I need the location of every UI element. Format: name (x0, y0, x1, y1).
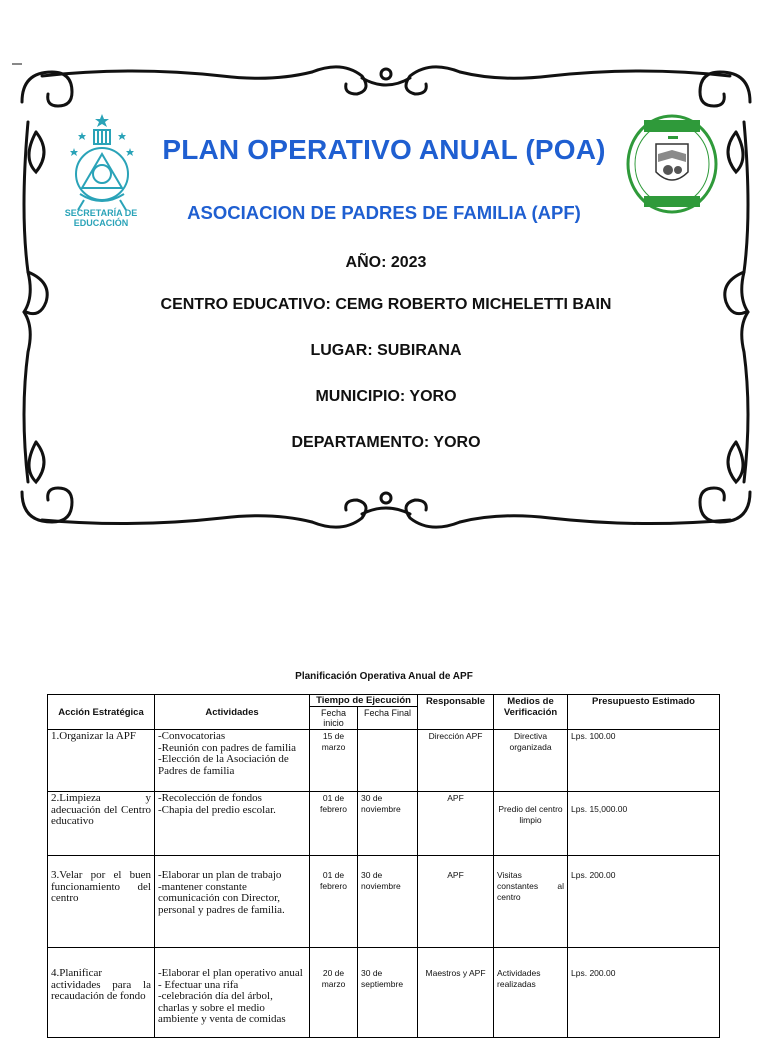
cover-title: PLAN OPERATIVO ANUAL (POA) (162, 134, 606, 165)
cell-accion: 4.Planificar actividades para la recaudación de fondo (48, 948, 155, 1038)
cell-medios: Predio del centro limpio (494, 792, 568, 856)
table-row (48, 856, 720, 948)
cell-accion: 2.Limpieza y adecuación del Centro educativo (48, 792, 155, 856)
cell-inicio: 01 de febrero (310, 792, 358, 856)
cell-final: 30 de noviembre (358, 856, 418, 948)
cell-inicio: 20 de marzo (310, 948, 358, 1038)
cell-responsable: Dirección APF (418, 730, 494, 792)
cell-medios: Actividades realizadas (494, 948, 568, 1038)
cover-lugar: LUGAR: SUBIRANA (310, 342, 462, 359)
cell-presupuesto: Lps. 100.00 (568, 730, 720, 792)
poa-table (47, 694, 720, 1038)
header-tiempo: Tiempo de Ejecución (310, 695, 418, 707)
cover-year: AÑO: 2023 (345, 254, 427, 271)
table-header-row (48, 695, 720, 707)
cover-frame (12, 62, 760, 532)
cover-subtitle: ASOCIACION DE PADRES DE FAMILIA (APF) (187, 202, 581, 223)
cell-actividades: -Recolección de fondos -Chapia del predio escolar. (155, 792, 310, 856)
header-medios: Medios de Verificación (494, 695, 568, 730)
cover-centro-educativo: CENTRO EDUCATIVO: CEMG ROBERTO MICHELETTI BAIN (160, 296, 612, 313)
cell-actividades: -Elaborar el plan operativo anual - Efectuar una rifa -celebración día del árbol, charlas y sobre el medio ambiente y venta de comidas (155, 948, 310, 1038)
header-presupuesto: Presupuesto Estimado (568, 695, 720, 730)
cell-accion: 1.Organizar la APF (48, 730, 155, 792)
header-fecha-inicio: Fecha inicio (310, 707, 358, 730)
table-row (48, 730, 720, 792)
cover-municipio: MUNICIPIO: YORO (315, 388, 457, 405)
cell-accion: 3.Velar por el buen funcionamiento del centro (48, 856, 155, 948)
cell-final (358, 730, 418, 792)
cell-medios: Visitas constantes al centro (494, 856, 568, 948)
table-row (48, 948, 720, 1038)
cell-presupuesto: Lps. 15,000.00 (568, 792, 720, 856)
cover-departamento: DEPARTAMENTO: YORO (291, 434, 481, 451)
header-fecha-final: Fecha Final (358, 707, 418, 730)
cell-presupuesto: Lps. 200.00 (568, 948, 720, 1038)
header-accion: Acción Estratégica (48, 695, 155, 730)
table-title: Planificación Operativa Anual de APF (295, 671, 473, 682)
cell-final: 30 de noviembre (358, 792, 418, 856)
cell-actividades: -Convocatorias -Reunión con padres de familia -Elección de la Asociación de Padres de familia (155, 730, 310, 792)
cell-final: 30 de septiembre (358, 948, 418, 1038)
cell-actividades: -Elaborar un plan de trabajo -mantener constante comunicación con Director, personal y padres de familia. (155, 856, 310, 948)
cell-responsable: APF (418, 856, 494, 948)
cell-responsable: Maestros y APF (418, 948, 494, 1038)
cell-inicio: 15 de marzo (310, 730, 358, 792)
table-row (48, 792, 720, 856)
header-responsable: Responsable (418, 695, 494, 730)
cell-responsable: APF (418, 792, 494, 856)
header-actividades: Actividades (155, 695, 310, 730)
secretaria-logo-text: SECRETARÍA DE EDUCACIÓN (64, 208, 138, 228)
cell-inicio: 01 de febrero (310, 856, 358, 948)
cell-medios: Directiva organizada (494, 730, 568, 792)
cell-presupuesto: Lps. 200.00 (568, 856, 720, 948)
